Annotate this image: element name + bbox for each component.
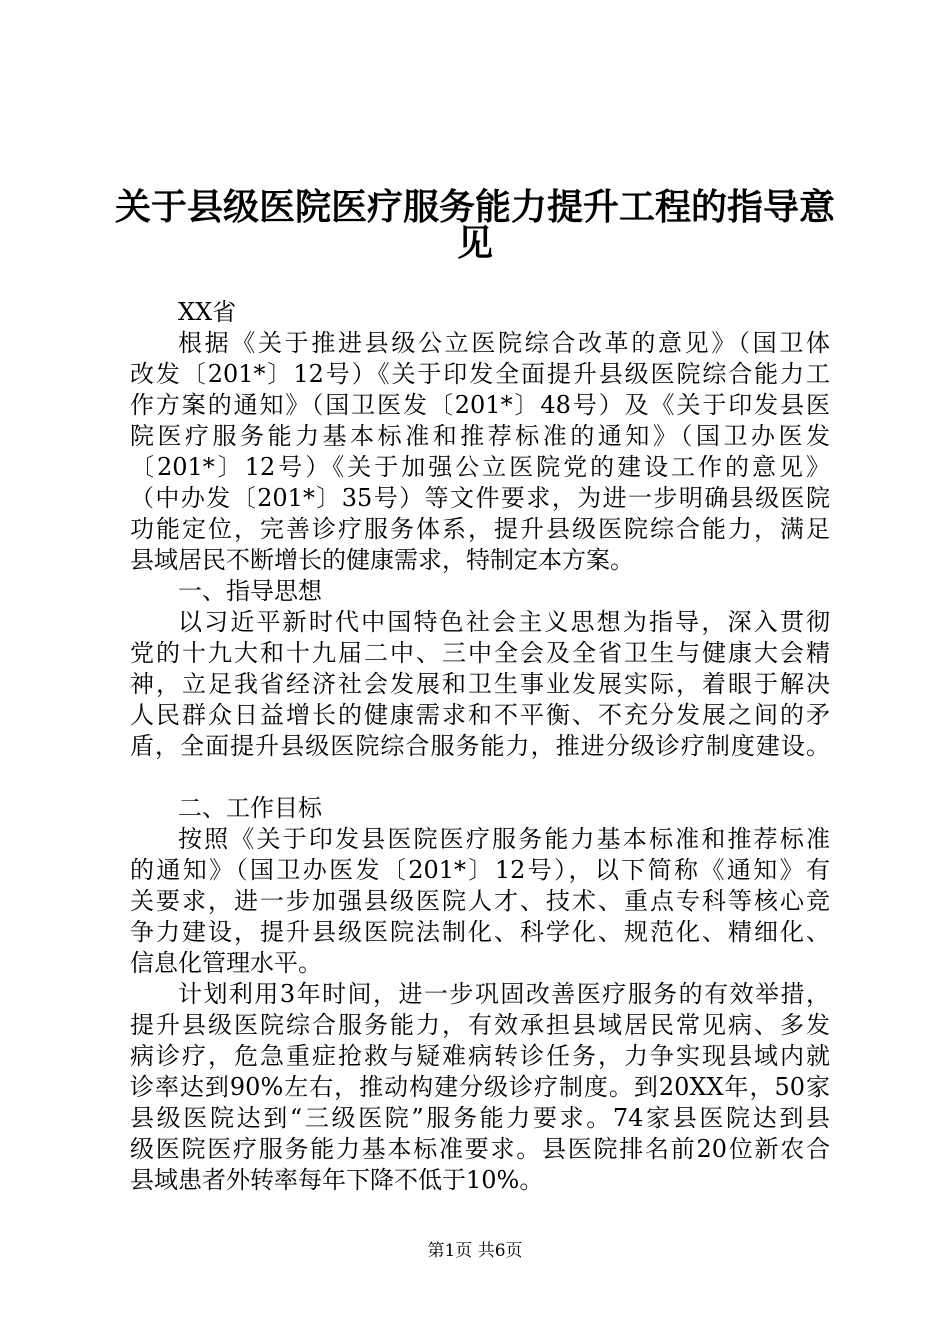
paragraph-line: 作方案的通知》（国卫医发〔201*〕48号）及《关于印发县医: [130, 391, 830, 419]
paragraph-line: 功能定位，完善诊疗服务体系，提升县级医院综合能力，满足: [130, 515, 830, 543]
page-number-footer: 第1页 共6页: [427, 1241, 523, 1261]
paragraph-line: 按照《关于印发县医院医疗服务能力基本标准和推荐标准: [178, 825, 830, 853]
document-title-line-1: 关于县级医院医疗服务能力提升工程的指导意: [114, 187, 835, 228]
paragraph-line: 提升县级医院综合服务能力，有效承担县域居民常见病、多发: [130, 1011, 830, 1039]
paragraph-line: 以习近平新时代中国特色社会主义思想为指导，深入贯彻: [178, 608, 830, 636]
paragraph-line: 信息化管理水平。: [130, 949, 322, 977]
paragraph-line: 争力建设，提升县级医院法制化、科学化、规范化、精细化、: [130, 918, 830, 946]
paragraph-line: 根据《关于推进县级公立医院综合改革的意见》（国卫体: [178, 329, 830, 357]
paragraph-line: 计划利用3年时间，进一步巩固改善医疗服务的有效举措，: [178, 980, 830, 1008]
paragraph-line: 神，立足我省经济社会发展和卫生事业发展实际，着眼于解决: [130, 670, 830, 698]
paragraph-line: 县级医院达到“三级医院”服务能力要求。74家县医院达到县: [130, 1104, 830, 1132]
addressee-line: XX省: [178, 298, 237, 326]
paragraph-line: 诊率达到90%左右，推动构建分级诊疗制度。到20XX年，50家: [130, 1073, 830, 1101]
paragraph-line: 病诊疗，危急重症抢救与疑难病转诊任务，力争实现县域内就: [130, 1042, 830, 1070]
paragraph-line: 的通知》（国卫办医发〔201*〕12号），以下简称《通知》有: [130, 856, 830, 884]
paragraph-line: 关要求，进一步加强县级医院人才、技术、重点专科等核心竞: [130, 887, 830, 915]
paragraph-line: 改发〔201*〕12号）《关于印发全面提升县级医院综合能力工: [130, 360, 830, 388]
paragraph-line: 县域患者外转率每年下降不低于10%。: [130, 1166, 544, 1194]
paragraph-line: 级医院医疗服务能力基本标准要求。县医院排名前20位新农合: [130, 1135, 830, 1163]
paragraph-line: 院医疗服务能力基本标准和推荐标准的通知》（国卫办医发: [130, 422, 830, 450]
paragraph-line: 盾，全面提升县级医院综合服务能力，推进分级诊疗制度建设。: [130, 732, 830, 760]
section-heading: 二、工作目标: [178, 794, 322, 822]
paragraph-line: 〔201*〕12号）《关于加强公立医院党的建设工作的意见》: [130, 453, 830, 481]
document-title-line-2: 见: [456, 223, 493, 264]
paragraph-line: 人民群众日益增长的健康需求和不平衡、不充分发展之间的矛: [130, 701, 830, 729]
paragraph-line: 县域居民不断增长的健康需求，特制定本方案。: [130, 546, 634, 574]
paragraph-line: 党的十九大和十九届二中、三中全会及全省卫生与健康大会精: [130, 639, 830, 667]
paragraph-line: （中办发〔201*〕35号）等文件要求，为进一步明确县级医院: [130, 484, 830, 512]
section-heading: 一、指导思想: [178, 577, 322, 605]
